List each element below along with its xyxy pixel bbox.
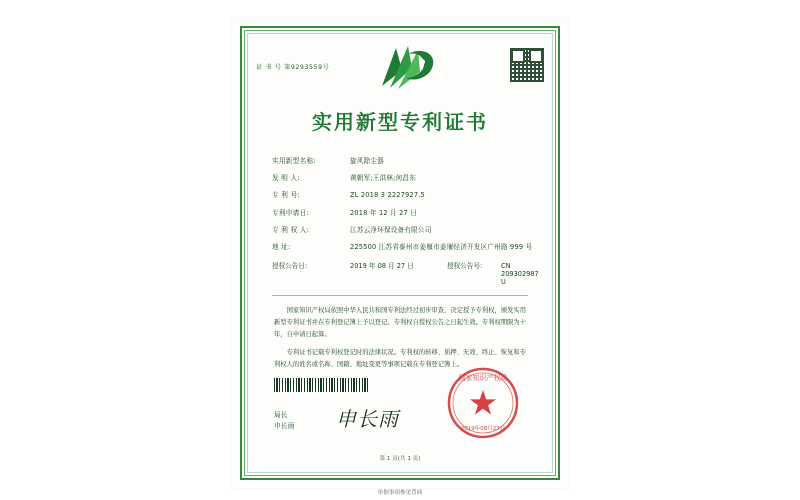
svg-text:国家知识产权局: 国家知识产权局 [458, 374, 508, 382]
field-patent-number [272, 191, 536, 199]
field-grant-date [272, 260, 447, 286]
field-value: 黄朝军;王洪林;何昌东 [350, 174, 416, 183]
field-value: 2018 年 12 月 27 日 [350, 208, 418, 217]
signature-title: 局长 [274, 410, 288, 419]
field-value: CN 209302987 U [501, 262, 539, 287]
field-address [272, 243, 536, 251]
field-grant-row [272, 260, 539, 287]
certificate-sheet [232, 18, 568, 488]
legal-paragraph-1: 国家知识产权局依照中华人民共和国专利法经过初步审查，决定授予专利权，颁发实用新型专利证书并在专利登记簿上予以登记。专利权自授权公告之日起生效。专利权期限为十年，自申请日起算。 [274, 307, 526, 338]
field-value: 225500 江苏省泰州市姜堰市姜堰经济开发区广州路 999 号 [350, 243, 533, 252]
field-application-date [272, 209, 536, 217]
field-grant-publication-number [447, 260, 539, 286]
red-official-seal-icon [446, 366, 520, 440]
legal-paragraph-2: 专利证书记载专利权登记时的法律状况。专利权的转移、质押、无效、终止、恢复和专利权人的姓名或名称、国籍、地址变更等事项记载在专利登记簿上。 [274, 349, 526, 368]
below-sheet-note: 单据事项参见背面 [377, 490, 423, 496]
national-emblem-icon [352, 40, 448, 98]
signature-block [274, 410, 295, 432]
signature-person: 申长雨 [274, 421, 295, 430]
field-label: 专 利 号: [272, 191, 300, 200]
field-label: 地 址: [272, 243, 291, 252]
field-value: 江苏云净环保设备有限公司 [350, 225, 432, 234]
svg-text:2019年08月27日: 2019年08月27日 [460, 426, 506, 432]
certificate-number: 证 书 号 第9293559号 [256, 64, 330, 71]
field-value: ZL 2018 3 2227927.5 [350, 191, 425, 200]
field-label: 专 利 权 人: [272, 225, 310, 234]
field-inventors [272, 174, 536, 182]
certificate-content [254, 40, 546, 466]
field-label: 授权公告号: [447, 262, 483, 271]
legal-text [274, 305, 526, 370]
field-patentee [272, 226, 536, 234]
barcode-icon [274, 378, 370, 392]
section-divider [272, 295, 528, 296]
field-utility-model-name [272, 157, 536, 165]
field-value: 2019 年 08 月 27 日 [350, 262, 414, 271]
field-label: 专利申请日: [272, 208, 309, 217]
field-value: 旋风除尘器 [350, 157, 384, 165]
page-footer: 第 1 页(共 1 页) [379, 456, 421, 462]
field-label: 发 明 人: [272, 174, 300, 183]
page-title: 实用新型专利证书 [312, 110, 488, 134]
field-label: 实用新型名称: [272, 157, 316, 165]
qr-code-icon [510, 48, 544, 82]
field-label: 授权公告日: [272, 262, 308, 271]
field-list [254, 157, 546, 286]
handwritten-signature: 申长雨 [336, 407, 399, 431]
certificate-header-row [254, 40, 546, 102]
